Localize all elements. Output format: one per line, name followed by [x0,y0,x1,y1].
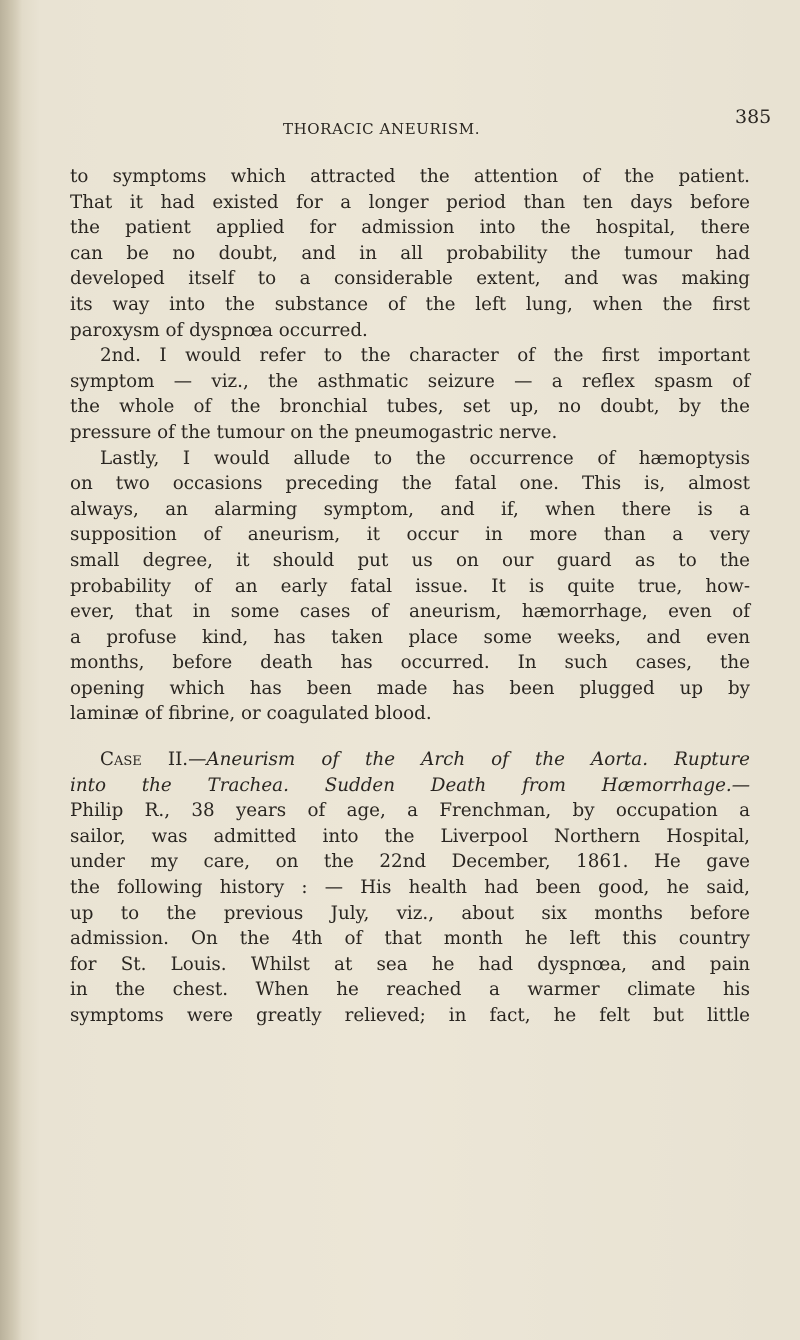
text-line: always, an alarming symptom, and if, when there is a [70,498,750,520]
text-line: the whole of the bronchial tubes, set up, no doubt, by the [70,396,750,418]
text-line: ever, that in some cases of aneurism, hæmorrhage, even of [70,601,750,623]
text-line: on two occasions preceding the fatal one. This is, almost [70,473,750,495]
text-line: small degree, it should put us on our guard as to the [70,549,750,571]
text-line: pressure of the tumour on the pneumogastric nerve. [70,421,558,443]
text-line: can be no doubt, and in all probability the tumour had [70,242,750,264]
text-line: its way into the substance of the left lung, when the first [70,293,750,315]
running-title: THORACIC ANEURISM. [283,120,481,138]
body-text [70,164,750,1029]
case-label: Case [100,749,142,771]
text-line: developed itself to a considerable extent, and was making [70,268,750,290]
text-line: for St. Louis. Whilst at sea he had dyspnœa, and pain [70,953,750,975]
text-line: in the chest. When he reached a warmer climate his [70,979,750,1001]
text-line: That it had existed for a longer period than ten days before [70,191,750,213]
case-number: II.— [167,749,207,771]
paragraph-lastly [70,446,750,728]
text-line: months, before death has occurred. In such cases, the [70,652,750,674]
text-line: a profuse kind, has taken place some weeks, and even [70,626,750,648]
text-line: the patient applied for admission into the hospital, there [70,217,750,239]
case-title: Aneurism of the Arch of the Aorta. Rupture [206,749,750,771]
page-binding-shadow [0,0,22,1340]
page-header [0,98,800,138]
text-line: the following history : — His health had been good, he said, [70,877,750,899]
text-line: to symptoms which attracted the attention of the patient. [70,166,750,187]
text-line: admission. On the 4th of that month he left this country [70,928,750,950]
text-line: symptom — viz., the asthmatic seizure — a reflex spasm of [70,370,750,392]
paragraph-second-point [70,343,750,445]
text-line: paroxysm of dyspnœa occurred. [70,319,368,341]
case-title-continued: into the Trachea. Sudden Death from Hæmorrhage.— [70,774,750,796]
case-heading [70,747,750,773]
page-number: 385 [735,106,772,128]
text-line: sailor, was admitted into the Liverpool Northern Hospital, [70,825,750,847]
text-line: up to the previous July, viz., about six months before [70,902,750,924]
paragraph-continuation [70,164,750,343]
text-line: Lastly, I would allude to the occurrence of hæmoptysis [100,447,750,469]
case-report [70,747,750,1029]
case-heading-continued [70,773,750,799]
text-line: laminæ of fibrine, or coagulated blood. [70,703,432,725]
text-line: 2nd. I would refer to the character of the first important [100,345,750,367]
text-line: opening which has been made has been plugged up by [70,677,750,699]
text-line: supposition of aneurism, it occur in more than a very [70,524,750,546]
text-line: Philip R., 38 years of age, a Frenchman, by occupation a [70,800,750,822]
text-line: under my care, on the 22nd December, 1861. He gave [70,851,750,873]
text-line: symptoms were greatly relieved; in fact, he felt but little [70,1005,750,1026]
text-line: probability of an early fatal issue. It is quite true, how- [70,575,750,597]
